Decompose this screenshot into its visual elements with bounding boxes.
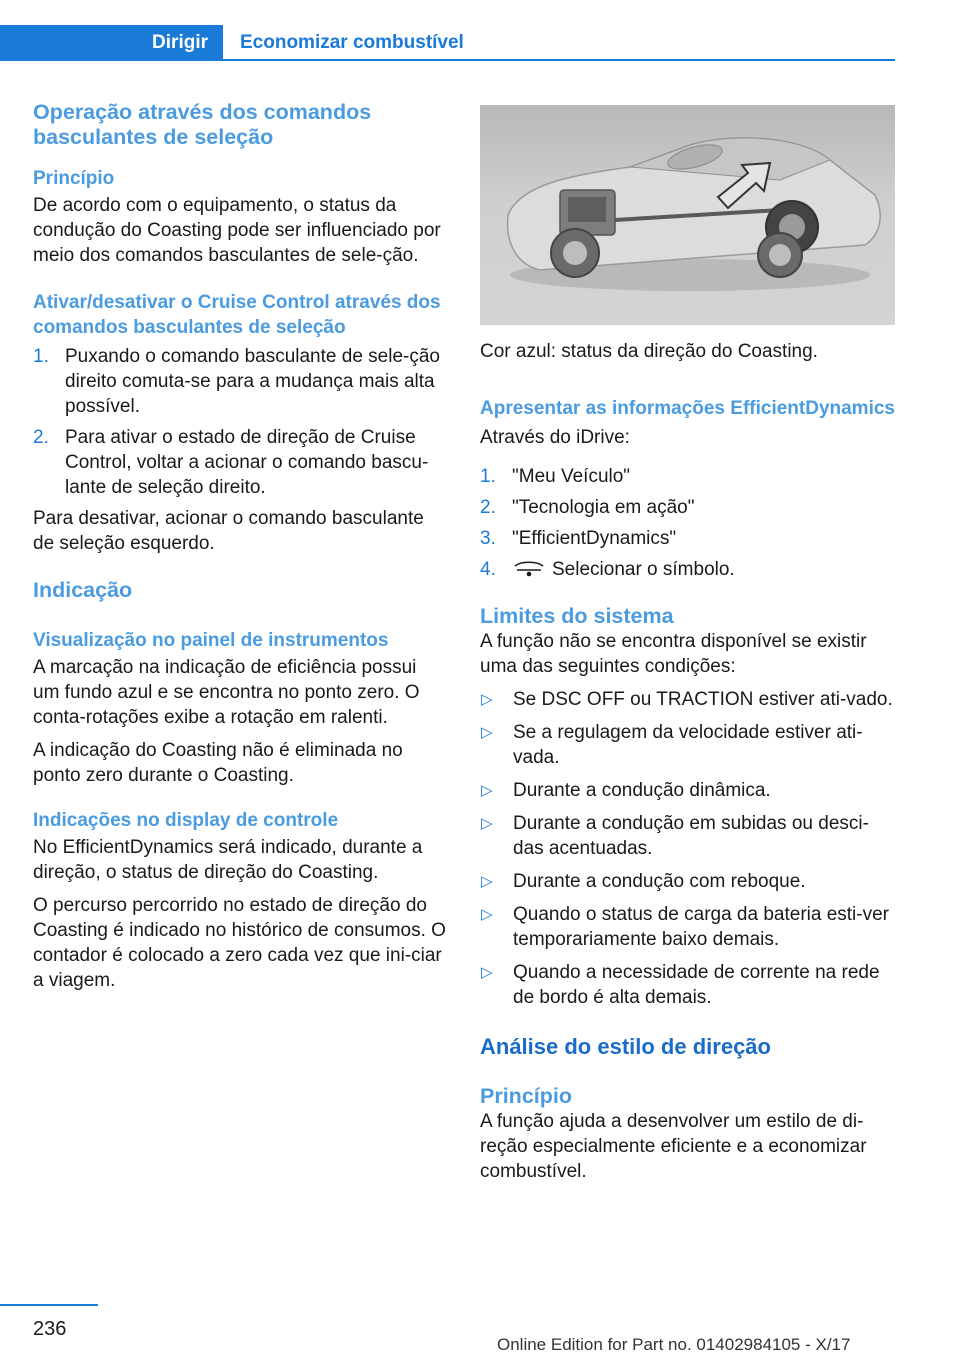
efficientdynamics-info-heading: Apresentar as informações EfficientDynamics: [480, 398, 895, 419]
indication-heading: Indicação: [33, 578, 133, 602]
driving-style-analysis-heading: Análise do estilo de direção: [480, 1034, 771, 1059]
section-title-selector-paddles: Operação através dos comandos basculantes de seleção: [33, 100, 372, 149]
idrive-intro: Através do iDrive:: [480, 427, 630, 448]
principle-text: De acordo com o equipamento, o status da condução do Coasting pode ser influenciado por meio dos comandos basculantes de sele-ção.: [33, 195, 441, 266]
list-item: 3. "EfficientDynamics": [480, 528, 677, 549]
header-section-title: Economizar combustível: [240, 32, 464, 53]
coasting-symbol-icon: [512, 560, 546, 578]
control-display-heading: Indicações no display de controle: [33, 810, 339, 831]
coasting-indication-text: A indicação do Coasting não é eliminada no ponto zero durante o Coasting.: [33, 740, 403, 786]
list-item: ▷ Quando a necessidade de corrente na rede de bordo é alta demais.: [481, 962, 880, 1008]
list-item: 2. Para ativar o estado de direção de Cruise Control, voltar a acionar o comando bascu-lante de seleção direito.: [33, 427, 429, 498]
triangle-right-icon: ▷: [481, 724, 493, 741]
list-item: ▷ Quando o status de carga da bateria esti-ver temporariamente baixo demais.: [481, 904, 890, 950]
consumption-history-text: O percurso percorrido no estado de direção do Coasting é indicado no histórico de consumos. O contador é colocado a zero cada vez que ini-ciar a viagem.: [33, 895, 446, 991]
triangle-right-icon: ▷: [481, 964, 493, 981]
list-item: ▷ Durante a condução com reboque.: [481, 871, 806, 892]
analysis-principle-text: A função ajuda a desenvolver um estilo de di-reção especialmente eficiente e a economizar combustível.: [480, 1111, 867, 1182]
header-tab-label: Dirigir: [152, 32, 208, 53]
list-item: ▷ Durante a condução dinâmica.: [481, 780, 771, 801]
list-item: 1. "Meu Veículo": [480, 466, 631, 487]
left-column: [33, 100, 448, 993]
list-item: 4. Selecionar o símbolo.: [480, 559, 735, 580]
principle-heading: Princípio: [33, 168, 115, 189]
cruise-control-heading: Ativar/desativar o Cruise Control através dos comandos basculantes de seleção: [33, 292, 441, 338]
control-display-text: No EfficientDynamics será indicado, durante a direção, o status de direção do Coasting.: [33, 837, 423, 883]
deactivate-text: Para desativar, acionar o comando basculante de seleção esquerdo.: [33, 508, 424, 554]
system-limits-intro: A função não se encontra disponível se existir uma das seguintes condições:: [480, 631, 867, 677]
header-rule: [223, 59, 895, 61]
list-item: ▷ Se a regulagem da velocidade estiver ati-vada.: [481, 722, 863, 768]
triangle-right-icon: ▷: [481, 873, 493, 890]
header-tab-dirigir: [0, 25, 223, 61]
instrument-cluster-text: A marcação na indicação de eficiência possui um fundo azul e se encontra no ponto zero. O conta-rotações exibe a rotação em ralenti.: [33, 657, 420, 728]
idrive-steps: [480, 464, 895, 582]
analysis-principle-heading: Princípio: [480, 1084, 572, 1108]
system-limits-list: [480, 687, 895, 1010]
footer-rule: [0, 1304, 98, 1306]
list-item: 1. Puxando o comando basculante de sele-ção direito comuta-se para a mudança mais alta possível.: [33, 346, 440, 417]
system-limits-heading: Limites do sistema: [480, 604, 674, 628]
cruise-control-steps: [33, 344, 448, 500]
list-item: 2. "Tecnologia em ação": [480, 497, 695, 518]
list-item: ▷ Se DSC OFF ou TRACTION estiver ati-vado.: [481, 689, 893, 710]
triangle-right-icon: ▷: [481, 782, 493, 799]
triangle-right-icon: ▷: [481, 906, 493, 923]
car-drivetrain-illustration: [480, 105, 895, 325]
figure-caption: Cor azul: status da direção do Coasting.: [480, 341, 818, 362]
triangle-right-icon: ▷: [481, 815, 493, 832]
triangle-right-icon: ▷: [481, 691, 493, 708]
list-item: ▷ Durante a condução em subidas ou desci-das acentuadas.: [481, 813, 869, 859]
right-column: [480, 105, 895, 1184]
page-number: 236: [33, 1318, 67, 1340]
instrument-cluster-heading: Visualização no painel de instrumentos: [33, 630, 389, 651]
edition-note: Online Edition for Part no. 01402984105 - X/17: [497, 1335, 851, 1354]
